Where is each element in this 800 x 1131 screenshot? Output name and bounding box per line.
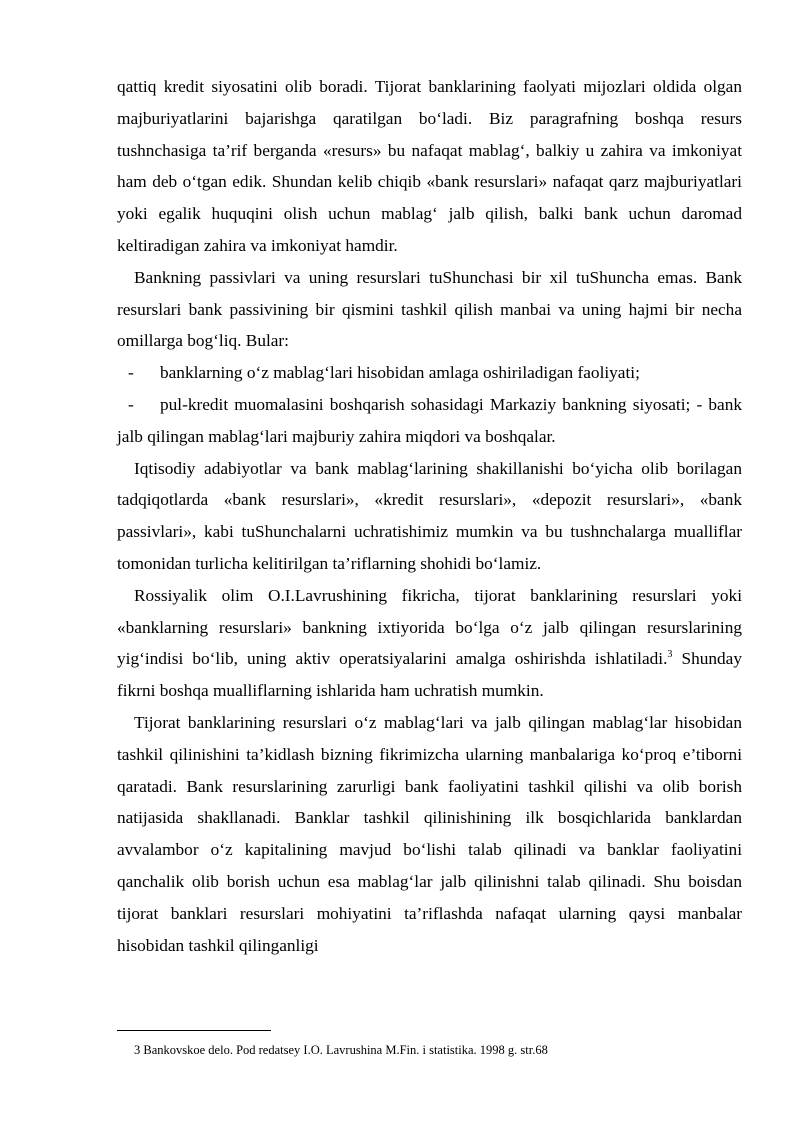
paragraph-text-continued: Shunday fikrni boshqa mualliflarning ishlarida ham uchratish mumkin. xyxy=(117,649,742,701)
list-item-text: banklarning o‘z mablag‘lari hisobidan amlaga oshiriladigan faoliyati; xyxy=(160,363,640,383)
list-item-text: pul-kredit muomalasini boshqarish sohasidagi Markaziy bankning siyosati; - bank jalb qilingan mablag‘lari majburiy zahira miqdori va boshqalar. xyxy=(117,394,742,446)
list-item-2 xyxy=(117,389,742,453)
footnote-reference[interactable]: 3 xyxy=(667,649,673,661)
document-body xyxy=(117,71,742,961)
paragraph-5: Tijorat banklarining resurslari o‘z mablag‘lari va jalb qilingan mablag‘lar hisobidan tashkil qilinishini ta’kidlash bizning fikrimizcha ularning manbalariga ko‘proq e’tiborni qaratadi. Bank resurslarining zarurligi bank faoliyatini tashkil qilishi va olib borish natijasida shakllanadi. Banklar tashkil qilinishining ilk bosqichlarida banklardan avvalambor o‘z kapitalining mavjud bo‘lishi talab qilinadi va banklar faoliyatini qanchalik olib borish uchun esa mablag‘lar jalb qilinishni talab qilinadi. Shu boisdan tijorat banklari resurslari mohiyatini ta’riflashda nafaqat ularning qaysi manbalar hisobidan tashkil qilinganligi xyxy=(117,712,742,955)
paragraph-3: Iqtisodiy adabiyotlar va bank mablag‘larining shakillanishi bo‘yicha olib borilagan tadqiqotlarda «bank resurslari», «kredit resurslari», «depozit resurslari», «bank passivlari», kabi tuShunchalarni uchratishimiz mumkin va bu tushnchalarga mualliflar tomonidan turlicha kelitirilgan ta’riflarning shohidi bo‘lamiz. xyxy=(117,458,742,573)
list-item-1 xyxy=(117,357,742,389)
footnote-separator xyxy=(117,1030,271,1031)
paragraph-4 xyxy=(117,580,742,707)
paragraph-1: qattiq kredit siyosatini olib boradi. Tijorat banklarining faolyati mijozlari oldida olgan majburiyatlarini bajarishga qaratilgan bo‘ladi. Biz paragrafning boshqa resurs tushnchasiga ta’rif berganda «resurs» bu nafaqat mablag‘, balkiy u zahira va imkoniyat ham deb o‘tgan edik. Shundan kelib chiqib «bank resurslari» nafaqat qarz majburiyatlari yoki egalik huquqini olish uchun mablag‘ jalb qilish, balki bank uchun daromad keltiradigan zahira va imkoniyat hamdir. xyxy=(117,77,742,255)
paragraph-text: Rossiyalik olim O.I.Lavrushining fikricha, tijorat banklarining resurslari yoki «banklarning resurslari» bankning ixtiyorida bo‘lga o‘z jalb qilingan resurslarining yig‘indisi bo‘lib, uning aktiv operatsiyalarini amalga oshirishda ishlatiladi. xyxy=(117,585,742,669)
list-dash: - xyxy=(128,394,134,414)
list-dash: - xyxy=(128,363,134,383)
paragraph-2: Bankning passivlari va uning resurslari tuShunchasi bir xil tuShuncha emas. Bank resurslari bank passivining bir qismini tashkil qilish manbai va uning hajmi bir necha omillarga bog‘liq. Bular: xyxy=(117,267,742,351)
footnote: 3 Bankovskoe delo. Pod redatsey I.O. Lavrushina M.Fin. i statistika. 1998 g. str.68 xyxy=(134,1043,548,1057)
